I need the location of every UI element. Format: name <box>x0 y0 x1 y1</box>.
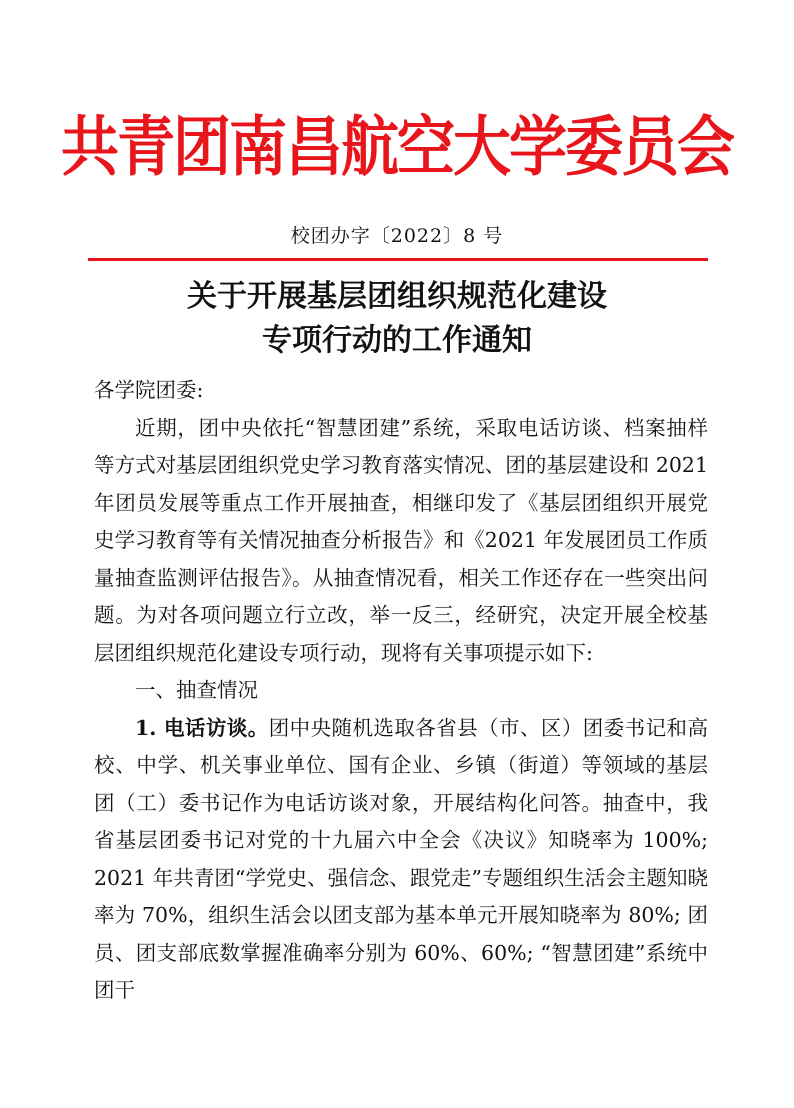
intro-paragraph: 近期，团中央依托“智慧团建”系统，采取电话访谈、档案抽样等方式对基层团组织党史学习教育落实情况、团的基层建设和 2021 年团员发展等重点工作开展抽查，相继印发了《基层团组织开展党史学习教育等有关情况抽查分析报告》和《2021 年发展团员工作质量抽查监测评估报告》。从抽查情况看，相关工作还存在一些突出问题。为对各项问题立行立改，举一反三，经研究，决定开展全校基层团组织规范化建设专项行动，现将有关事项提示如下: <box>94 415 708 665</box>
masthead-title: 共青团南昌航空大学委员会 <box>60 108 733 185</box>
notice-title-line-2: 专项行动的工作通知 <box>262 323 532 358</box>
notice-body <box>94 372 708 1010</box>
item-paragraph <box>94 710 708 1010</box>
item-text: 团中央随机选取各省县（市、区）团委书记和高校、中学、机关事业单位、国有企业、乡镇（街道）等领域的基层团（工）委书记作为电话访谈对象，开展结构化问答。抽查中，我省基层团委书记对党的十九届六中全会《决议》知晓率为 100%; 2021 年共青团“学党史、强信念、跟党走”专题组织生活会主题知晓率为 70%，组织生活会以团支部为基本单元开展知晓率为 80%; 团员、团支部底数掌握准确率分别为 60%、60%; “智慧团建”系统中团干 <box>94 715 708 1002</box>
red-divider-line <box>88 258 708 261</box>
notice-title <box>0 275 794 363</box>
notice-title-line-1: 关于开展基层团组织规范化建设 <box>187 279 607 314</box>
section-heading: 一、抽查情况 <box>135 678 258 702</box>
document-number: 校团办字〔2022〕8 号 <box>290 225 504 247</box>
item-lead: 1. 电话访谈。 <box>135 715 269 740</box>
salutation: 各学院团委: <box>94 378 204 402</box>
